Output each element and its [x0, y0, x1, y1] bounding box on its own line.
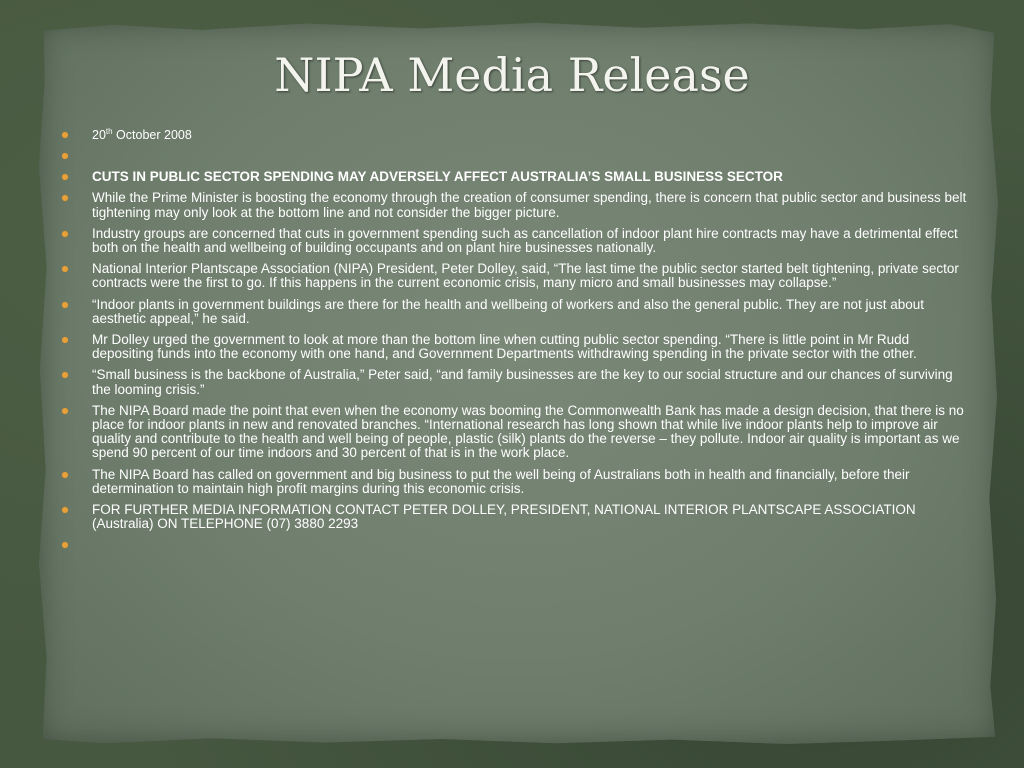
bullet-icon	[62, 174, 68, 180]
bullet-icon	[62, 472, 68, 478]
bullet-icon	[62, 542, 68, 548]
bullet-icon	[62, 231, 68, 237]
paragraph-9	[60, 503, 972, 531]
paragraph-text: “Indoor plants in government buildings are there for the health and wellbeing of workers and also the general public. They are not just about aesthetic appeal,” he said.	[92, 296, 925, 326]
date-suffix: th	[105, 126, 113, 136]
bullet-icon	[62, 372, 68, 378]
bullet-icon	[62, 302, 68, 308]
bullet-icon	[62, 195, 68, 201]
headline	[60, 170, 972, 184]
bullet-icon	[62, 132, 68, 138]
paragraph-4	[60, 298, 972, 326]
bullet-icon	[62, 337, 68, 343]
paragraph-2	[60, 227, 972, 255]
paragraph-6	[60, 368, 972, 396]
paragraph-text: The NIPA Board made the point that even when the economy was booming the Commonwealth Bank has made a design decision, that there is no place for indoor plants in new and renovated branches. “International research has long shown that while live indoor plants help to improve air quality and contribute to the health and well being of people, plastic (silk) plants do the reverse – they pollute. Indoor air quality is important as we spend 90 percent of our time indoors and 30 percent of that is in the work place.	[92, 402, 964, 461]
empty-bullet	[60, 149, 972, 163]
date-line	[60, 128, 972, 142]
empty-bullet-end	[60, 538, 972, 552]
bullet-list	[60, 128, 972, 559]
bullet-icon	[62, 408, 68, 414]
paragraph-text: Industry groups are concerned that cuts in government spending such as cancellation of indoor plant hire contracts may have a detrimental effect both on the health and wellbeing of building occupants and on plant hire businesses nationally.	[92, 225, 958, 256]
paragraph-text: Mr Dolley urged the government to look at more than the bottom line when cutting public sector spending. “There is little point in Mr Rudd depositing funds into the economy with one hand, and Government Departments withdrawing spending in the private sector with the other.	[92, 332, 917, 362]
paragraph-7	[60, 404, 972, 461]
date-rest: October 2008	[112, 128, 192, 142]
paragraph-text: “Small business is the backbone of Australia,” Peter said, “and family businesses are the key to our social structure and our chances of surviving the looming crisis.”	[92, 367, 953, 397]
paragraph-text: FOR FURTHER MEDIA INFORMATION CONTACT PETER DOLLEY, PRESIDENT, NATIONAL INTERIOR PLANTSCAPE ASSOCIATION (Australia) ON TELEPHONE (07) 3880 2293	[92, 502, 916, 532]
paragraph-text: National Interior Plantscape Association (NIPA) President, Peter Dolley, said, “The last time the public sector started belt tightening, private sector contracts were the first to go. If this happens in the current economic crisis, many micro and small businesses may collapse.”	[92, 261, 959, 291]
paragraph-text: While the Prime Minister is boosting the economy through the creation of consumer spending, there is concern that public sector and business belt tightening may only look at the bottom line and not consider the bigger picture.	[92, 190, 967, 220]
bullet-icon	[62, 507, 68, 513]
paragraph-3	[60, 262, 972, 290]
paragraph-5	[60, 333, 972, 361]
bullet-icon	[62, 266, 68, 272]
paragraph-text: The NIPA Board has called on government and big business to put the well being of Australians both in health and financially, before their determination to maintain high profit margins during this economic crisis.	[92, 466, 910, 496]
paragraph-8	[60, 468, 972, 496]
date-day: 20	[92, 128, 106, 142]
slide-title: NIPA Media Release	[274, 48, 750, 102]
paragraph-1	[60, 191, 972, 219]
headline-text: CUTS IN PUBLIC SECTOR SPENDING MAY ADVERSELY AFFECT AUSTRALIA’S SMALL BUSINESS SECTOR	[92, 169, 783, 185]
bullet-icon	[62, 153, 68, 159]
